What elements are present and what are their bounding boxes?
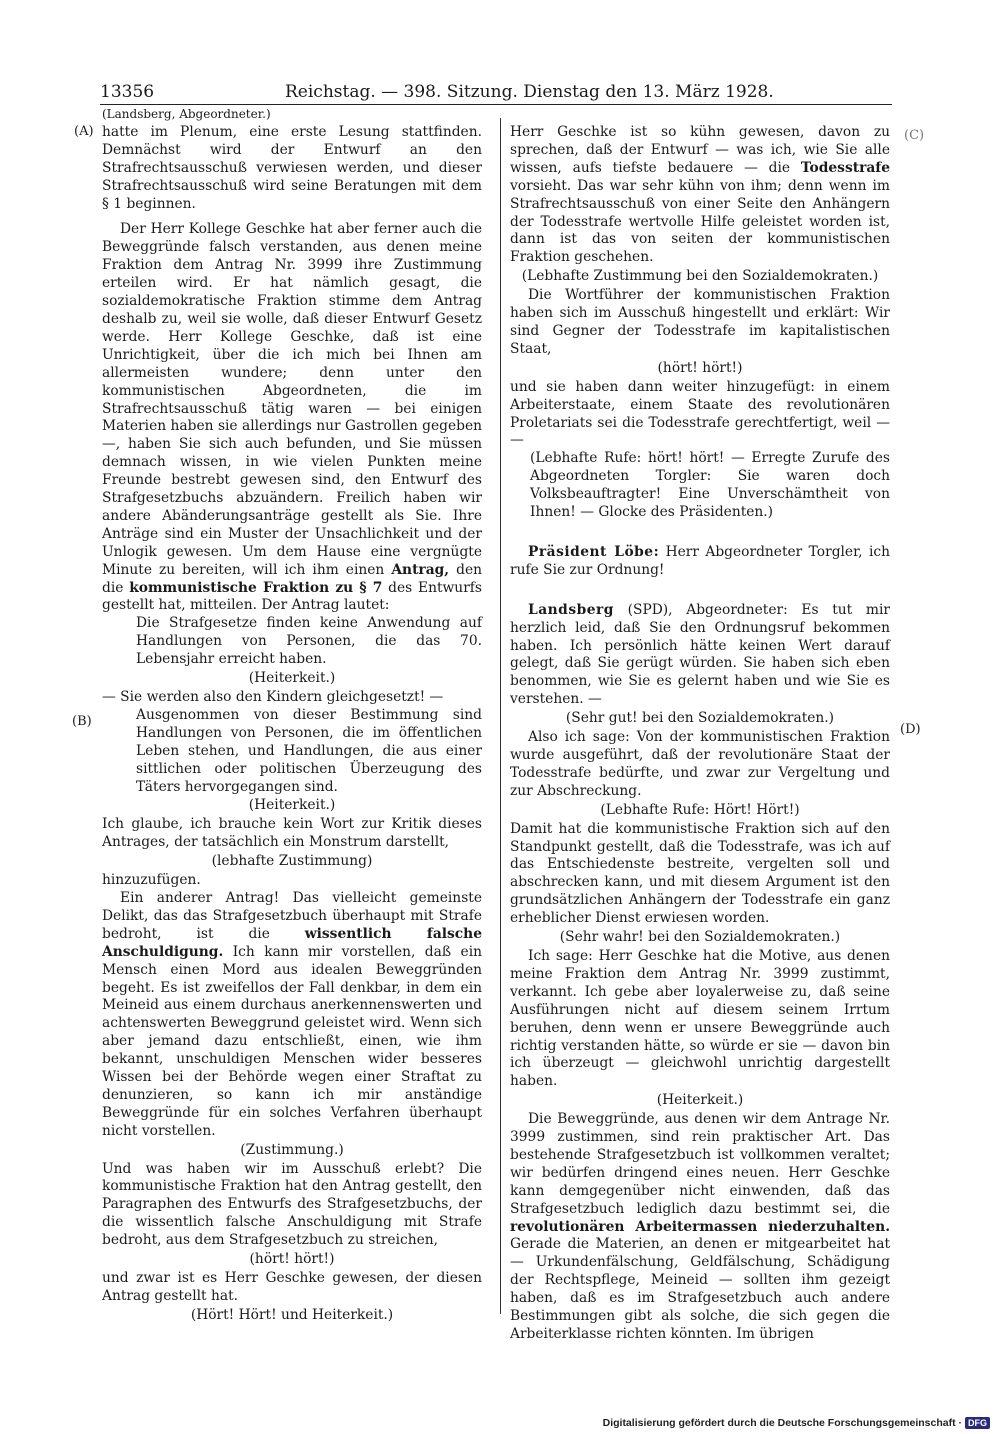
paragraph: Also ich sage: Von der kommunistischen Fraktion wurde ausgeführt, daß der revolutionäre Staat der Todesstrafe bedürfte, und zwar zur Vergeltung und zur Abschreckung. [510,729,890,799]
margin-mark-d: (D) [900,722,921,737]
interjection: (Hört! Hört! und Heiterkeit.) [190,1306,394,1323]
speaker-name: Präsident Löbe: [528,543,660,560]
left-column [102,106,482,1326]
quoted-motion: Ausgenommen von dieser Bestimmung sind Handlungen von Personen, die im öffentlichen Leben stehen, und Handlungen, die aus einer sittlichen oder politischen Überzeugung des Täters hervorgegangen sind. [136,706,482,795]
paragraph: Die Wortführer der kommunistischen Fraktion haben sich im Ausschuß hingestellt und erklärt: Wir sind Gegner der Todesstrafe im kapitalistischen Staat, [510,287,890,357]
interjection: (Lebhafte Rufe: Hört! Hört!) [600,801,800,818]
digitization-credit [590,1416,990,1430]
interjection: (Heiterkeit.) [248,670,336,687]
paragraph: hatte im Plenum, eine erste Lesung stattfinden. Demnächst wird der Entwurf an den Strafrechtsausschuß verwiesen werden, und dieser Strafrechtsausschuß wird seine Beratungen mit dem § 1 beginnen. [102,123,482,212]
text-run: Die Beweggründe, aus denen wir dem Antrage Nr. 3999 zustimmen, sind rein praktischer Art. Das bestehende Strafgesetzbuch ist vollkommen veraltet; wir bedürfen dringend eines neuen. Herr Geschke kann demgegenüber nicht einwenden, daß das Strafgesetzbuch lediglich dazu bestimmt sei, die [510,1111,890,1217]
page-number: 13356 [100,82,155,102]
header-rule [100,104,892,105]
speaker-statement [510,602,890,709]
interjection: (hört! hört!) [657,359,743,376]
interjection: (Heiterkeit.) [656,1092,744,1109]
paragraph [102,890,482,1141]
paragraph: Damit hat die kommunistische Fraktion sich auf den Standpunkt gestellt, daß die Todesstrafe, was ich auf das Entschiedenste bestreite, vergelten soll und abschrecken kann, und mit diesem Argument ist den grundsätzlichen Anhängern der Todesstrafe ein ganz erheblicher Dienst erwiesen worden. [510,820,890,927]
text-run: Ich kann mir vorstellen, daß ein Mensch einen Mord aus idealen Beweggründen begeht. Es ist zweifellos der Fall denkbar, in dem ein Meineid aus einem durchaus anerkennenswerten und achtenswerten Beweggrund geleistet wird. Wenn sich aber jemand dazu entschließt, einen, wie ihm bekannt, unschuldigen Menschen wider besseres Wissen bei der Behörde wegen einer Straftat zu denunzieren, so kann ich mir anständige Beweggründe für ein solches Verfahren überhaupt nicht vorstellen. [102,943,482,1139]
text-run: (SPD), Abgeordneter: Es tut mir herzlich leid, daß Sie den Ordnungsruf bekommen haben. Ich persönlich hätte keinen Wert darauf gelegt, daß Sie gerügt würden. Sie haben sich eben benommen, wie Sie es gelernt haben und wie Sie es verstehen. — [510,601,890,708]
paragraph: und sie haben dann weiter hinzugefügt: in einem Arbeiterstaate, einem Staate des revolutionären Proletariats sei die Todesstrafe gerechtfertigt, weil — — [510,378,890,449]
running-title: Reichstag. — 398. Sitzung. Dienstag den 13. März 1928. [285,82,774,102]
text-run: Ein anderer Antrag! Das vielleicht gemeinste Delikt, das das Strafgesetzbuch überhaupt mit Strafe bedroht, ist die [102,889,482,942]
interjection: (Zustimmung.) [240,1141,344,1158]
margin-mark-a: (A) [74,124,94,139]
interjection: (Lebhafte Zustimmung bei den Sozialdemokraten.) [521,268,879,285]
margin-mark-b: (B) [72,714,92,729]
paragraph: hinzuzufügen. [102,872,201,889]
speaker-name: Landsberg [528,601,614,618]
column-divider [500,118,501,1314]
emphasis: Antrag, [391,561,450,578]
interjection-block: (Lebhafte Rufe: hört! hört! — Erregte Zurufe des Abgeordneten Torgler: Sie waren doch Volksbeauftragter! Eine Unverschämtheit von Ihnen! — Glocke des Präsidenten.) [530,450,890,521]
paragraph: Und was haben wir im Ausschuß erlebt? Die kommunistische Fraktion hat den Antrag gestellt, den Paragraphen des Entwurfs des Strafgesetzbuchs, der die wissentlich falsche Anschuldigung mit Strafe bedroht, aus dem Strafgesetzbuch zu streichen, [102,1160,482,1249]
paragraph [510,124,890,267]
paragraph: — Sie werden also den Kindern gleichgesetzt! — [102,689,444,705]
quoted-motion: Die Strafgesetze finden keine Anwendung auf Handlungen von Personen, die das 70. Lebensjahr erreicht haben. [136,615,482,668]
emphasis: wissentlich falsche Anschuldigung. [102,925,482,960]
text-run: des Entwurfs gestellt hat, mitteilen. Der Antrag lautet: [102,579,482,614]
paragraph [510,1111,890,1344]
emphasis: revolutionären Arbeitermassen niederzuhalten. [510,1218,890,1235]
interjection: (Sehr gut! bei den Sozialdemokraten.) [565,710,835,727]
paragraph: Ich glaube, ich brauche kein Wort zur Kritik dieses Antrages, der tatsächlich ein Monstrum darstellt, [102,816,482,851]
emphasis: kommunistische Fraktion zu § 7 [129,579,383,596]
interjection: (Heiterkeit.) [248,797,336,814]
emphasis: Todesstrafe [800,159,890,176]
spacer [510,522,890,544]
text-run: Gerade die Materien, an denen er mitgearbeitet hat — Urkundenfälschung, Geldfälschung, Schädigung der Rechtspflege, Meineid — sollten ihm gezeigt haben, daß es im Strafgesetzbuch auch andere Bestimmungen gibt als solche, die sich gegen die Arbeiterklasse richten könnten. Im übrigen [510,1236,890,1342]
paragraph [102,221,482,615]
speaker-continuation: (Landsberg, Abgeordneter.) [102,107,271,121]
page-header [100,80,890,104]
president-statement [510,544,890,580]
right-column [510,124,890,1344]
margin-mark-c: (C) [904,128,925,143]
credit-text: Digitalisierung gefördert durch die Deutsche Forschungsgemeinschaft · [602,1417,962,1429]
interjection: (hört! hört!) [249,1251,335,1268]
text-run: Der Herr Kollege Geschke hat aber ferner auch die Beweggründe falsch verstanden, aus denen meine Fraktion dem Antrag Nr. 3999 ihre Zustimmung erteilen wird. Er hat nämlich gesagt, die sozialdemokratische Fraktion stimme dem Antrag deshalb zu, weil sie wolle, daß dieser Entwurf Gesetz werde. Herr Kollege Geschke, daß ist eine Unrichtigkeit, über die ich mich bei Ihnen am allermeisten wundere; denn unter den kommunistischen Abgeordneten, die im Strafrechtsausschuß tätig waren — bei einigen Materien haben sie allerdings nur Gastrollen gegeben —, haben Sie sich auch befunden, und Sie müssen demnach wissen, in wie vielen Punkten meine Freunde bestrebt gewesen sind, den Entwurf des Strafgesetzbuchs abzuändern. Freilich haben wir andere Abänderungsanträge gestellt als Sie. Ihre Anträge sind ein Muster der Unsachlichkeit und der Unlogik gewesen. Um dem Hause eine vergnügte Minute zu bereiten, will ich ihm einen [102,221,482,578]
text-run: Herr Abgeordneter Torgler, ich rufe Sie zur Ordnung! [510,543,890,578]
paragraph: Ich sage: Herr Geschke hat die Motive, aus denen meine Fraktion dem Antrag Nr. 3999 zustimmt, verkannt. Ich gebe aber loyalerweise zu, daß seine Ausführungen nicht auf diesem seinem Irrtum beruhen, denn wenn er unsere Beweggründe auch richtig verstanden hätte, so würde er sie — davon bin ich überzeugt — gleichwohl unrichtig dargestellt haben. [510,947,890,1090]
spacer [102,213,482,221]
dfg-logo: DFG [965,1417,990,1429]
text-run: den die [102,561,483,596]
text-run: Herr Geschke ist so kühn gewesen, davon zu sprechen, daß der Entwurf — was ich, wie Sie alle wissen, aufs tiefste bedauere — die [510,124,890,176]
interjection: (lebhafte Zustimmung) [211,853,373,870]
text-run: vorsieht. Das war sehr kühn von ihm; denn wenn im Strafrechtsausschuß von einer Seite den Anhängern der Todesstrafe wertvolle Hilfe geleistet worden ist, dann ist das von seiten der kommunistischen Fraktion geschehen. [510,177,890,266]
spacer [510,580,890,602]
interjection: (Sehr wahr! bei den Sozialdemokraten.) [559,929,841,946]
paragraph: und zwar ist es Herr Geschke gewesen, der diesen Antrag gestellt hat. [102,1270,482,1304]
